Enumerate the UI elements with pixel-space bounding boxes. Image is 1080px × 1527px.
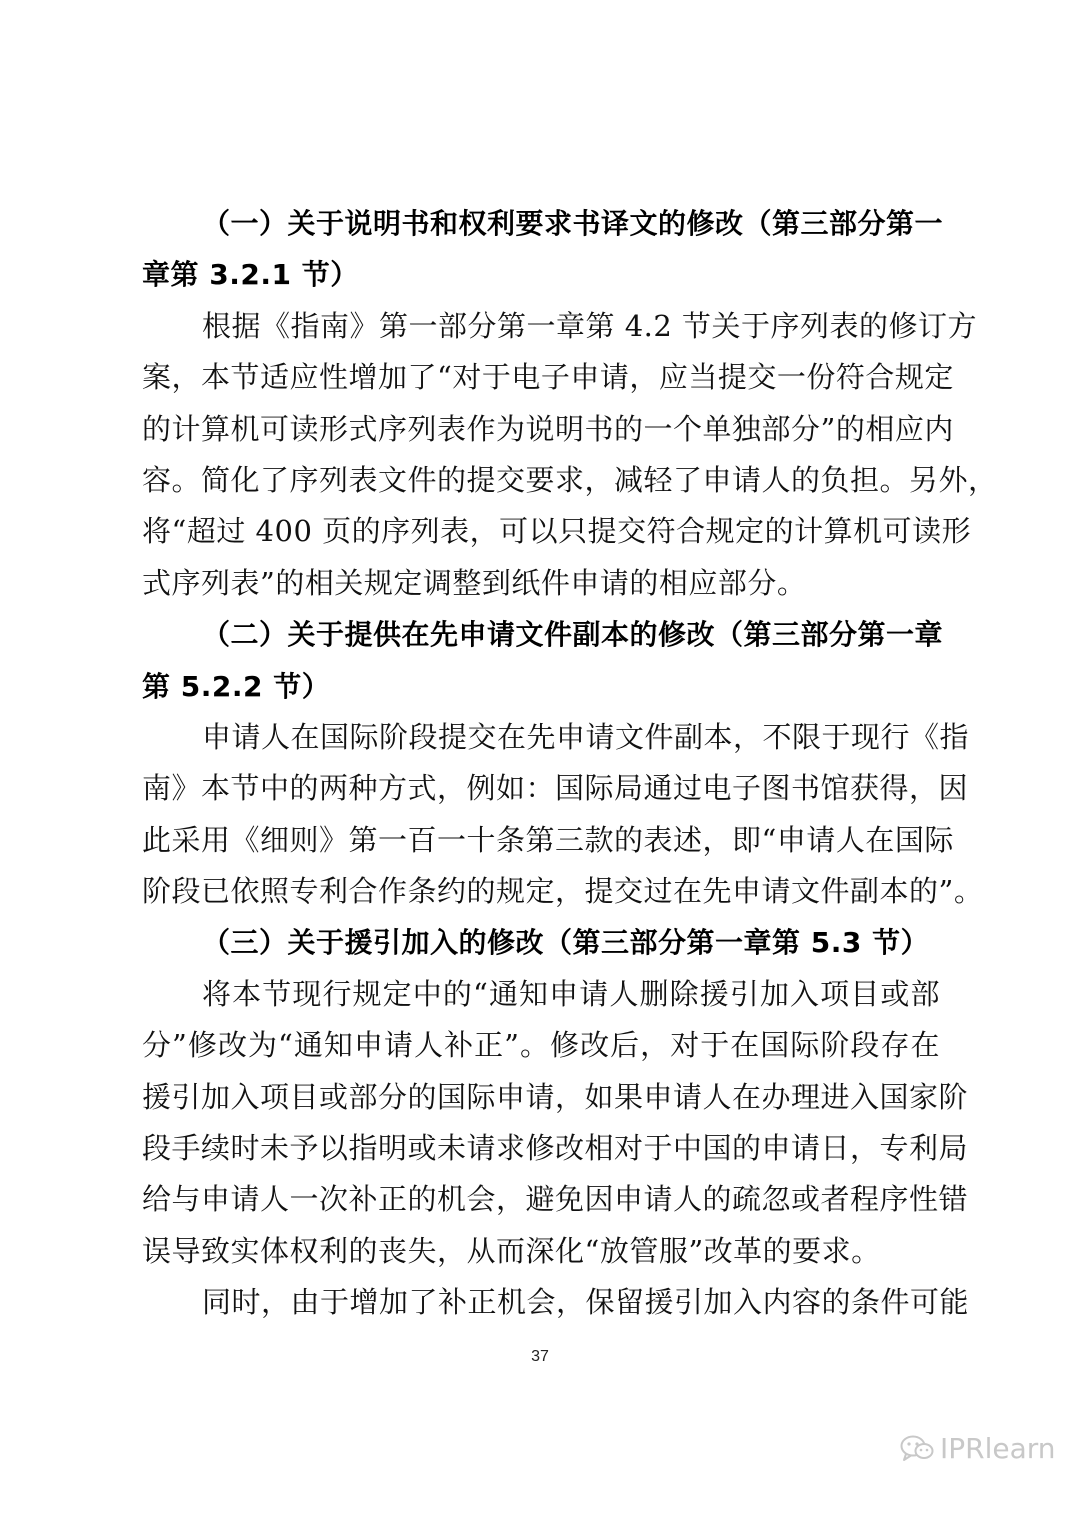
watermark [900, 1428, 1056, 1468]
section-heading-line: 章第 3.2.1 节） [142, 258, 359, 292]
paragraph-line: 同时，由于增加了补正机会，保留援引加入内容的条件可能 [202, 1285, 970, 1320]
paragraph-line: 将“超过 400 页的序列表，可以只提交符合规定的计算机可读形 [142, 514, 972, 549]
paragraph-line: 根据《指南》第一部分第一章第 4.2 节关于序列表的修订方 [202, 308, 978, 343]
document-body [142, 198, 998, 1329]
paragraph-line: 给与申请人一次补正的机会，避免因申请人的疏忽或者程序性错 [142, 1182, 969, 1217]
paragraph-line: 式序列表”的相关规定调整到纸件申请的相应部分。 [142, 565, 807, 600]
section-heading-line: （二）关于提供在先申请文件副本的修改（第三部分第一章 [202, 618, 944, 652]
watermark-text: IPRlearn [940, 1431, 1056, 1465]
paragraph-line: 误导致实体权利的丧失，从而深化“放管服”改革的要求。 [142, 1233, 881, 1268]
paragraph-line: 援引加入项目或部分的国际申请，如果申请人在办理进入国家阶 [142, 1079, 969, 1114]
paragraph-line: 将本节现行规定中的“通知申请人删除援引加入项目或部 [202, 976, 940, 1011]
paragraph-line: 分”修改为“通知申请人补正”。修改后，对于在国际阶段存在 [142, 1028, 940, 1063]
paragraph-line: 案，本节适应性增加了“对于电子申请，应当提交一份符合规定 [142, 360, 954, 395]
page-number: 37 [531, 1348, 549, 1365]
section-heading-line: （一）关于说明书和权利要求书译文的修改（第三部分第一 [202, 207, 944, 240]
paragraph-line: 申请人在国际阶段提交在先申请文件副本，不限于现行《指 [202, 719, 970, 754]
paragraph-line: 容。简化了序列表文件的提交要求，减轻了申请人的负担。另外， [142, 462, 998, 497]
paragraph-line: 的计算机可读形式序列表作为说明书的一个单独部分”的相应内 [142, 411, 954, 446]
paragraph-line: 段手续时未予以指明或未请求修改相对于中国的申请日，专利局 [142, 1131, 969, 1166]
section-heading-line: 第 5.2.2 节） [142, 669, 331, 703]
paragraph-line: 阶段已依照专利合作条约的规定，提交过在先申请文件副本的”。 [142, 874, 984, 909]
paragraph-line: 南》本节中的两种方式，例如：国际局通过电子图书馆获得，因 [142, 771, 969, 806]
wechat-icon [900, 1434, 934, 1462]
section-heading-line: （三）关于援引加入的修改（第三部分第一章第 5.3 节） [202, 926, 930, 960]
paragraph-line: 此采用《细则》第一百一十条第三款的表述，即“申请人在国际 [142, 822, 954, 857]
